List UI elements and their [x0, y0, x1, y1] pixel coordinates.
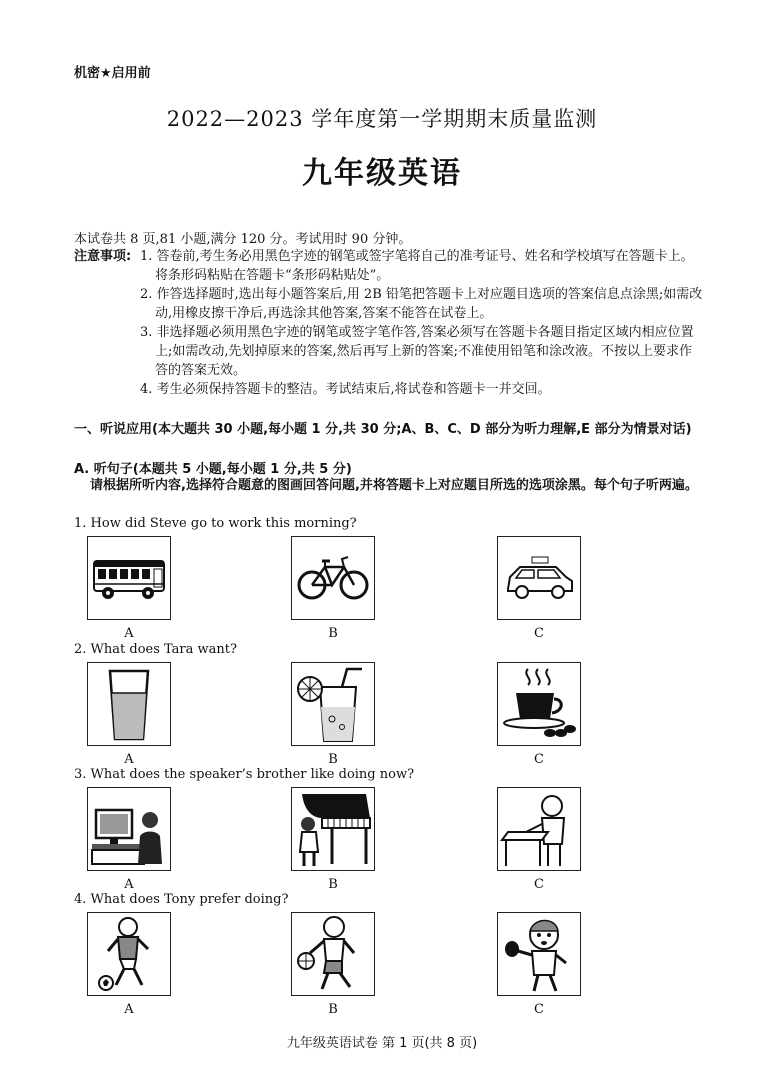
option-letter: B	[328, 877, 338, 892]
part-a-heading: A. 听句子(本题共 5 小题,每小题 1 分,共 5 分)	[74, 462, 352, 477]
piano-player-icon	[291, 787, 375, 871]
question-text: 2. What does Tara want?	[74, 642, 237, 657]
option-letter: B	[328, 1002, 338, 1017]
glass-of-water-icon	[87, 662, 171, 746]
option-letter: A	[124, 877, 134, 892]
section-heading: 一、听说应用(本大题共 30 小题,每小题 1 分,共 30 分;A、B、C、D 部分为听力理解,E 部分为情景对话)	[74, 422, 692, 437]
subject-title: 九年级英语	[302, 156, 462, 191]
option-a[interactable]	[87, 787, 171, 892]
option-a[interactable]	[87, 536, 171, 641]
option-b[interactable]	[291, 662, 375, 767]
student-writing-icon	[497, 787, 581, 871]
option-a[interactable]	[87, 912, 171, 1017]
option-letter: C	[534, 1002, 544, 1017]
exam-title: 2022—2023 学年度第一学期期末质量监测	[166, 107, 598, 131]
option-b[interactable]	[291, 787, 375, 892]
option-letter: B	[328, 626, 338, 641]
option-a[interactable]	[87, 662, 171, 767]
confidential-label: 机密★启用前	[74, 66, 151, 81]
option-letter: C	[534, 752, 544, 767]
coffee-cup-icon	[497, 662, 581, 746]
option-letter: A	[124, 626, 134, 641]
option-c[interactable]	[497, 912, 581, 1017]
question-text: 1. How did Steve go to work this morning?	[74, 516, 357, 531]
part-a-instructions: 请根据所听内容,选择符合题意的图画回答问题,并将答题卡上对应题目所选的选项涂黑。每个句子听两遍。	[90, 478, 698, 493]
question-text: 3. What does the speaker’s brother like doing now?	[74, 767, 415, 782]
note-item: 3. 非选择题必须用黑色字迹的钢笔或签字笔作答,答案必须写在答题卡各题目指定区域内相应位置上;如需改动,先划掉原来的答案,然后再写上新的答案;不准使用铅笔和涂改液。不按以上要求作答的答案无效。	[140, 325, 694, 378]
bus-icon	[87, 536, 171, 620]
option-b[interactable]	[291, 912, 375, 1017]
option-c[interactable]	[497, 536, 581, 641]
option-letter: A	[124, 752, 134, 767]
soccer-player-icon	[87, 912, 171, 996]
note-item: 2. 作答选择题时,选出每小题答案后,用 2B 铅笔把答题卡上对应题目选项的答案信息点涂黑;如需改动,用橡皮擦干净后,再选涂其他答案,答案不能答在试卷上。	[140, 287, 703, 321]
note-item: 4. 考生必须保持答题卡的整洁。考试结束后,将试卷和答题卡一并交回。	[140, 382, 551, 397]
option-c[interactable]	[497, 787, 581, 892]
exam-intro: 本试卷共 8 页,81 小题,满分 120 分。考试用时 90 分钟。	[74, 232, 412, 247]
option-letter: A	[124, 1002, 134, 1017]
taxi-icon	[497, 536, 581, 620]
notes-label: 注意事项:	[74, 249, 132, 264]
bicycle-icon	[291, 536, 375, 620]
ping-pong-player-icon	[497, 912, 581, 996]
lemonade-icon	[291, 662, 375, 746]
basketball-player-icon	[291, 912, 375, 996]
option-b[interactable]	[291, 536, 375, 641]
option-letter: C	[534, 877, 544, 892]
option-letter: B	[328, 752, 338, 767]
option-c[interactable]	[497, 662, 581, 767]
question-text: 4. What does Tony prefer doing?	[74, 892, 289, 907]
note-item: 1. 答卷前,考生务必用黑色字迹的钢笔或签字笔将自己的准考证号、姓名和学校填写在答题卡上。将条形码粘贴在答题卡“条形码粘贴处”。	[140, 249, 694, 283]
option-letter: C	[534, 626, 544, 641]
page-footer: 九年级英语试卷 第 1 页(共 8 页)	[286, 1036, 478, 1051]
computer-user-icon	[87, 787, 171, 871]
notes-list	[140, 247, 705, 399]
